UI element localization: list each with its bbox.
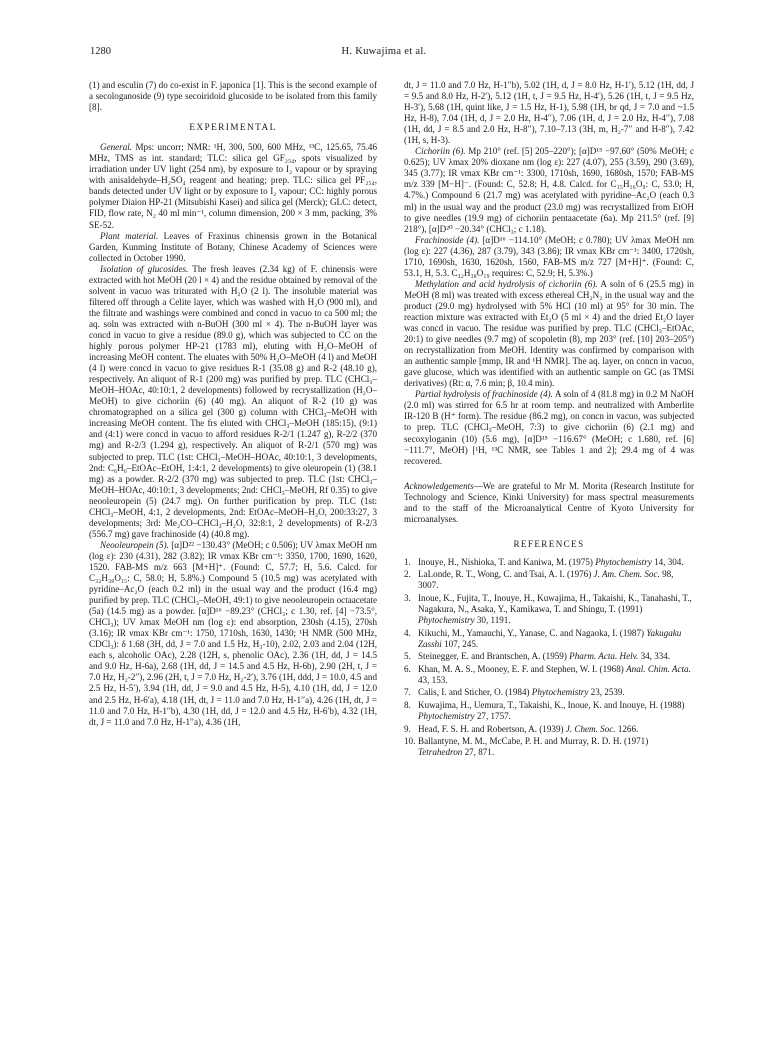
reference-volume-page: 34, 334.: [638, 651, 671, 662]
paragraph-lead: Neooleuropein (5).: [100, 539, 169, 550]
references-title: REFERENCES: [513, 538, 585, 549]
paragraph-cichoriin: [404, 146, 694, 234]
paragraph-general: [89, 142, 377, 230]
reference-volume-page: 23, 2539.: [588, 687, 625, 698]
reference-number: 8.: [404, 699, 411, 710]
reference-item: [404, 736, 694, 758]
intro-paragraph: (1) and esculin (7) do co-exist in F. japonica [1]. This is the second example of a secologanoside (9) type secoiridoid glucoside to be isolated from this family [8].: [89, 80, 377, 113]
paragraph-lead: Cichoriin (6).: [415, 146, 466, 157]
paragraph-text: The fresh leaves (2.34 kg) of F. chinensis were extracted with hot MeOH (20 l × 4) and the residue obtained by removal of the solvent in vacuo was triturated with H₂O (2 l). The insoluble material was filtered off through a Celite layer, which was washed with H₂O (900 ml), and the filtrate and washings were combined and concd in vacuo to ca 500 ml; the aq. soln was extracted with n-BuOH (300 ml × 4). The n-BuOH layer was concd in vacuo to give a residue (89.0 g), which was subjected to CC on the highly porous polymer HP-21 (1783 ml), eluting with H₂O–MeOH of increasing MeOH content. The eluates with 50% H₂O–MeOH (4 l) and MeOH (4 l) were concd in vacuo to give residues R-1 (35.08 g) and R-2 (48.10 g), respectively. An aliquot of R-1 (200 mg) was purified by prep. TLC (CHCl₃–MeOH–HOAc, 40:10:1, 2 developments) followed by recrystallization (H₂O–MeOH) to give cichoriin (6) (40 mg). An aliquot of R-2 (10 g) was chromatographed on a silica gel (300 g) column with CHCl₃–MeOH with increasing MeOH content. The frs eluted with CHCl₃–MeOH (185:15), (9:1) and (4:1) were concd in vacuo to afford residues R-2/1 (1.247 g), R-2/2 (370 mg) and R-2/3 (1.294 g), respectively. An aliquot of R-2/1 (570 mg) was subjected to prep. TLC (1st: CHCl₃–MeOH–HOAc, 40:10:1, 3 developments, 2nd: C₆H₆–EtOAc–EtOH, 1:4:1, 2 developments) to give oleuropein (1) (38.1 mg) as a powder. R-2/2 (370 mg) was subjected to prep. TLC (1st: CHCl₃–MeOH–HOAc, 40:10:1, 3 developments; 2nd: CHCl₃–MeOH, Rf 0.35) to give neooleuropein (5) (24.7 mg). On further purification by prep. TLC (1st: CHCl₃–MeOH, 4:1, 2 developments, 2nd: EtOAc–MeOH–H₂O, 200:33:27, 3 developments; 3rd: Me₂CO–CHCl₃–H₂O, 32:8:1, 2 developments) of R-2/3 (556.7 mg) gave frachinoside (4) (40.8 mg).: [89, 263, 377, 539]
reference-volume-page: 14, 304.: [651, 556, 684, 567]
left-column: [89, 80, 377, 728]
reference-number: 7.: [404, 687, 411, 698]
paragraph-text: A soln of 4 (81.8 mg) in 0.2 M NaOH (2.0 ml) was stirred for 6.5 hr at room temp. and neutralized with Amberlite IR-120 B (H⁺ form). The residue (86.2 mg), on concn in vacuo, was subjected to prep. TLC (CHCl₃–MeOH, 7:3) to give cichoriin (6) (2.1 mg) and secoxyloganin (10) (5.6 mg), [α]D¹⁵ −116.67° (MeOH; c 1.680, ref. [6] −111.7°, MeOH) [¹H, ¹³C NMR, see Tables 1 and 2]; 29.4 mg of 4 was recovered.: [404, 389, 694, 466]
reference-number: 3.: [404, 593, 411, 604]
reference-journal: Phytochemistry: [531, 687, 589, 698]
reference-authors: Kuwajima, H., Uemura, T., Takaishi, K., Inoue, K. and Inouye, H. (1988): [418, 699, 685, 710]
reference-item: [404, 700, 694, 722]
reference-journal: Anal. Chim. Acta.: [626, 663, 691, 674]
reference-authors: Inouye, H., Nishioka, T. and Kaniwa, M. (1975): [418, 556, 596, 567]
page-header: [90, 46, 678, 62]
reference-authors: Calis, I. and Sticher, O. (1984): [418, 687, 532, 698]
reference-journal: J. Am. Chem. Soc.: [593, 569, 660, 580]
paragraph-lead: Frachinoside (4).: [415, 234, 480, 245]
reference-authors: Ballantyne, M. M., McCabe, P. H. and Murray, R. D. H. (1971): [418, 736, 649, 747]
reference-authors: Kikuchi, M., Yamauchi, Y., Yanase, C. and Nagaoka, I. (1987): [418, 627, 647, 638]
reference-authors: Inoue, K., Fujita, T., Inouye, H., Kuwajima, H., Takaishi, K., Tanahashi, T., Nagakura, N., Asaka, Y., Kamikawa, T. and Shingu, T. (1991): [418, 593, 692, 615]
paragraph-text: [α]D¹⁶ −114.10° (MeOH; c 0.780); UV λmax MeOH nm (log ε): 227 (4.36), 287 (3.79), 343 (3.86); IR νmax KBr cm⁻¹: 3400, 1720sh, 1710, 1690sh, 1630, 1620sh, 1560, FAB-MS m/z 727 [M+H]⁺. (Found: C, 53.1, H, 5.3. C₃₂H₃₈O₁₉ requires: C, 52.9; H, 5.3%.): [404, 234, 694, 278]
paragraph-lead: General.: [100, 142, 133, 153]
paragraph-text: Mp 210° (ref. [5] 205–220°); [α]D¹⁵ −97.60° (50% MeOH; c 0.625); UV λmax 20% dioxane nm (log ε): 227 (4.07), 255 (3.59), 290 (3.69), 345 (3.77); IR νmax KBr cm⁻¹: 3300, 1710sh, 1690, 1680sh, 1570; FAB-MS m/z 339 [M−H]⁻. (Found: C, 52.8; H, 4.8. Calcd. for C₁₅H₁₆O₉: C, 53.0; H, 4.7%.) Compound 6 (21.7 mg) was acetylated with pyridine–Ac₂O (each 0.3 ml) in the usual way and the product (23.0 mg) was recrystallized from EtOH to give needles (19.9 mg) of cichoriin pentaacetate (6a). Mp 211.5° (ref. [9] 218°), [α]D²⁰ −20.34° (CHCl₃; c 1.18).: [404, 146, 694, 234]
reference-number: 5.: [404, 651, 411, 662]
reference-number: 1.: [404, 556, 411, 567]
reference-number: 6.: [404, 663, 411, 674]
reference-volume-page: 1266.: [615, 723, 639, 734]
reference-journal: Tetrahedron: [418, 747, 463, 758]
reference-journal: Phytochemistry: [418, 615, 475, 626]
reference-authors: Steinegger, E. and Brantschen, A. (1959): [418, 651, 570, 662]
reference-item: [404, 557, 694, 568]
reference-item: [404, 628, 694, 650]
acknowledgements-lead: Acknowledgements: [404, 480, 474, 491]
reference-item: [404, 569, 694, 591]
reference-item: [404, 593, 694, 626]
paragraph-lead: Methylation and acid hydrolysis of cichoriin (6).: [415, 278, 598, 289]
acknowledgements-text: —We are grateful to Mr M. Morita (Research Institute for Technology and Science, Kinki University) for mass spectral measurements and to the staff of the Microanalytical Centre of Kyoto University for microanalyses.: [404, 480, 694, 524]
paragraph-text: [α]D²² −130.43° (MeOH; c 0.506); UV λmax MeOH nm (log ε): 230 (4.31), 282 (3.82); IR νmax KBr cm⁻¹: 3350, 1700, 1690, 1620, 1520. FAB-MS m/z 663 [M+H]⁺. (Found: C, 57.7; H, 5.6. Calcd. for C₃₂H₃₈O₁₅: C, 58.0; H, 5.8%.) Compound 5 (10.5 mg) was acetylated with pyridine–Ac₂O (each 0.2 ml) in the usual way and the product (16.4 mg) purified by prep. TLC (CHCl₃–MeOH, 49:1) to give neooleuropein octaacetate (5a) (14.5 mg) as a powder. [α]D¹⁶ −89.23° (CHCl₃; c 1.30, ref. [4] −73.5°, CHCl₃); UV λmax MeOH nm (log ε): end absorption, 230sh (4.15), 270sh (3.16); IR νmax KBr cm⁻¹: 1750, 1710sh, 1630, 1430; ¹H NMR (500 MHz, CDCl₃): δ 1.68 (3H, dd, J = 7.0 and 1.5 Hz, H₃-10), 2.02, 2.03 and 2.04 (12H, each s, alcoholic OAc), 2.28 (12H, s, phenolic OAc), 2.36 (1H, dd, J = 14.5 and 9.0 Hz, H-6a), 2.68 (1H, dd, J = 14.5 and 4.5 Hz, H-6b), 2.90 (2H, t, J = 7.0 Hz, H₂-2′′), 2.96 (2H, t, J = 7.0 Hz, H₂-2′), 3.76 (1H, ddd, J = 10.0, 4.5 and 2.5 Hz, H-5′), 3.94 (1H, dd, J = 9.0 and 4.5 Hz, H-5), 4.10 (1H, dd, J = 12.0 and 2.5 Hz, H-6′a), 4.18 (1H, dt, J = 11.0 and 7.0 Hz, H-1′′a), 4.26 (1H, dt, J = 11.0 and 7.0 Hz, H-1′′b), 4.30 (1H, dd, J = 12.0 and 4.5 Hz, H-6′b), 4.32 (1H, dt, J = 11.0 and 7.0 Hz, H-1′′a), 4.36 (1H,: [89, 539, 377, 727]
reference-number: 2.: [404, 569, 411, 580]
reference-item: [404, 724, 694, 735]
paragraph-text: Leaves of Fraxinus chinensis grown in the Botanical Garden, Kunming Institute of Botany, Chinese Academy of Sciences were collected in October 1990.: [89, 230, 377, 263]
right-column: [404, 80, 694, 760]
reference-volume-page: 43, 153.: [418, 674, 448, 685]
reference-volume-page: 30, 1191.: [474, 615, 511, 626]
paragraph-text: Mps: uncorr; NMR: ¹H, 300, 500, 600 MHz, ¹³C, 125.65, 75.46 MHz, TMS as int. standard; TLC: silica gel GF₂₅₄, spots visualized by irradiation under UV light (254 nm), by exposure to I₂ vapour or by spraying with anisaldehyde–H₂SO₄ reagent and heating; prep. TLC: silica gel PF₂₅₄, bands detected under UV light or by exposure to I₂ vapour; CC: highly porous polymer Diaion HP-21 (Mitsubishi Kasei) and silica gel (Merck); GLC: detect, FID, flow rate, N₂ 40 ml min⁻¹, column dimension, 200 × 3 mm, packing, 3% SE-52.: [89, 142, 377, 230]
continuation-paragraph: dt, J = 11.0 and 7.0 Hz, H-1′′b), 5.02 (1H, d, J = 8.0 Hz, H-1′), 5.12 (1H, dd, J = 9.5 and 8.0 Hz, H-2′), 5.12 (1H, t, J = 9.5 Hz, H-4′), 5.26 (1H, t, J = 9.5 Hz, H-3′), 5.68 (1H, quint like, J = 1.5 Hz, H-1), 5.98 (1H, br qd, J = 7.0 and ~1.5 Hz, H-8), 7.04 (1H, d, J = 2.0 Hz, H-4′′), 7.06 (1H, d, J = 2.0 Hz, H-4′′), 7.08 (1H, dd, J = 8.5 and 2.0 Hz, H-8′′), 7.10–7.13 (3H, m, H₂-7′′ and H-8′′), 7.42 (1H, s, H-3).: [404, 80, 694, 146]
paragraph-methylation: [404, 279, 694, 389]
paragraph-neooleuropein: [89, 540, 377, 728]
references-list: [404, 557, 694, 758]
paragraph-frachinoside: [404, 235, 694, 279]
reference-journal: J. Chem. Soc.: [565, 723, 616, 734]
reference-item: [404, 664, 694, 686]
paragraph-lead: Isolation of glucosides.: [100, 263, 189, 274]
reference-authors: LaLonde, R. T., Wong, C. and Tsai, A. I. (1976): [418, 569, 594, 580]
reference-volume-page: 98, 3007.: [418, 569, 674, 591]
paragraph-partial-hydrolysis: [404, 389, 694, 466]
paragraph-text: A soln of 6 (25.5 mg) in MeOH (8 ml) was treated with excess ethereal CH₂N₂ in the usual way and the product (29.0 mg) hydrolysed with 5% HCl (10 ml) at 95° for 30 min. The reaction mixture was extracted with Et₂O (5 ml × 4) and the dried Et₂O layer was concd in vacuo. The residue was purified by prep. TLC (CHCl₃–EtOAc, 20:1) to give needles (9.7 mg) of scopoletin (8), mp 203° (ref. [10] 203–205°) on recrystallization from MeOH. Identity was confirmed by comparison with an authentic sample [mmp, IR and ¹H NMR]. The aq. layer, on concn in vacuo, gave glucose, which was identified with an authentic sample on GC (as TMSi derivatives) (Rt: α, 7.6 min; β, 10.4 min).: [404, 278, 694, 389]
reference-authors: Head, F. S. H. and Robertson, A. (1939): [418, 723, 566, 734]
reference-number: 4.: [404, 627, 411, 638]
reference-journal: Phytochemistry: [418, 710, 475, 721]
reference-volume-page: 107, 245.: [441, 638, 479, 649]
reference-volume-page: 27, 871.: [462, 747, 495, 758]
acknowledgements: [404, 481, 694, 525]
paragraph-plant-material: [89, 231, 377, 264]
paragraph-lead: Partial hydrolysis of frachinoside (4).: [415, 389, 553, 400]
reference-item: [404, 651, 694, 662]
section-title: EXPERIMENTAL: [189, 123, 277, 134]
running-head: H. Kuwajima et al.: [341, 46, 427, 57]
paragraph-lead: Plant material.: [100, 230, 159, 241]
reference-journal: Phytochemistry: [595, 556, 652, 567]
reference-number: 9.: [404, 723, 411, 734]
reference-item: [404, 687, 694, 698]
reference-authors: Khan, M. A. S., Mooney, E. F. and Stephen, W. I. (1968): [418, 663, 627, 674]
page-number: 1280: [90, 46, 111, 57]
reference-journal: Yakugaku Zasshi: [418, 627, 682, 649]
reference-volume-page: 27, 1757.: [474, 710, 511, 721]
reference-journal: Pharm. Acta. Helv.: [569, 651, 639, 662]
paragraph-isolation: [89, 264, 377, 540]
reference-number: 10.: [404, 736, 416, 747]
